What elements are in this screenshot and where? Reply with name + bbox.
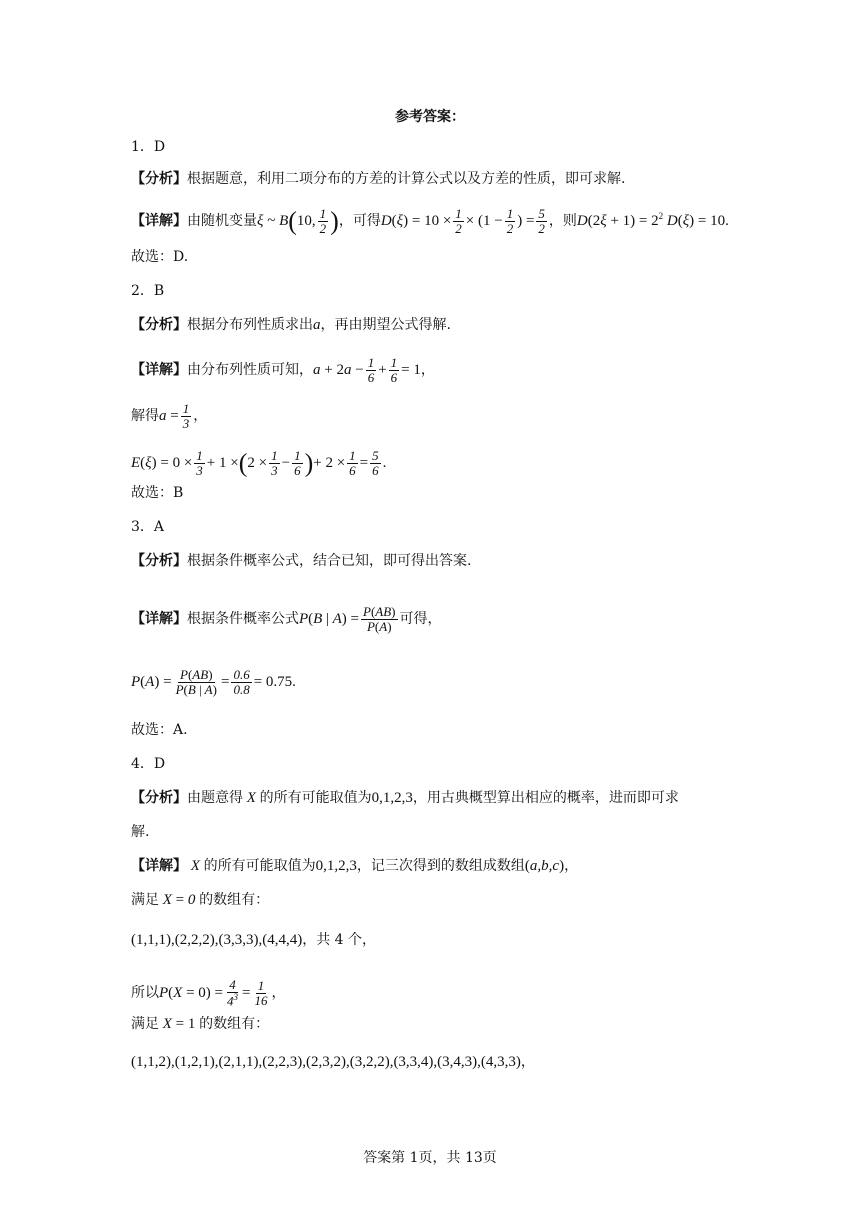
q3-result (131, 668, 296, 698)
analysis-tag: 【分析】 (131, 790, 187, 806)
q4-list1-values (131, 1054, 521, 1070)
q4-list0-text: (1,1,1),(2,2,2),(3,3,3),(4,4,4) (131, 932, 303, 948)
q4-list1: (1,1,2),(1,2,1),(2,1,1),(2,2,3),(2,3,2),(3,2,2),(3,3,4),(3,4,3),(4,3,3)， (131, 1054, 535, 1070)
q2-expectation-formula: E(ξ) = 0 × $\frac{1}{3}$ + 1 ×(2 × $\frac{1}{3}$ − $\frac{1}{6}$ )+ 2 × $\frac{1}{6}$ = $\frac{5}{6}$ . (131, 448, 387, 479)
q2-solve: 解得a = $\frac{1}{3}$ ， (131, 401, 208, 432)
q3-value-c: 0.75 (265, 674, 293, 691)
q2-choice: 故选：B (131, 485, 184, 501)
page-title: 参考答案： (395, 109, 465, 125)
analysis-tag: 【分析】 (131, 317, 187, 333)
q3-value-a: 0.6 (233, 667, 250, 682)
q4-tuple: (a,b,c) (524, 858, 565, 874)
q3-value-b: 0.8 (233, 682, 250, 698)
q3-detail (131, 605, 442, 635)
q1-number: 1．D (131, 139, 166, 155)
q4-satisfy1-pre: 满足 (131, 1016, 159, 1032)
q1-choice: 故选：D. (131, 249, 189, 265)
q4-detail: 【详解】 X 的所有可能取值为0,1,2,3，记三次得到的数组成数组(a,b,c)， (131, 858, 579, 874)
var-x: X (243, 790, 260, 806)
q2-analysis (131, 318, 451, 333)
q1-analysis (131, 172, 625, 186)
q3-choice: 故选：A. (131, 722, 188, 738)
q1-result-formula: $D(2\xi + 1) = 2^2$ D(ξ) = 10. (576, 211, 729, 230)
q1-detail-mid: ，可得 (338, 213, 381, 230)
detail-tag: 【详解】 (131, 611, 187, 628)
q1-detail-mid2: ，则 (548, 213, 577, 230)
q4-prob0-formula: P(X = 0) = $\frac{4}{4^3}$ = $\frac{1}{16}$ (159, 977, 268, 1009)
q3-analysis-text: 根据条件概率公式，结合已知，即可得出答案. (187, 553, 472, 569)
q2-sum-formula: a + 2a − $\frac{1}{6}$ + $\frac{1}{6}$ = 1 (313, 355, 421, 386)
analysis-tag: 【分析】 (131, 553, 187, 569)
q3-number: 3．A (131, 519, 165, 535)
q4-values: 0,1,2,3 (371, 790, 413, 806)
q4-x-eq-1: X = 1 (159, 1016, 196, 1032)
q1-detail-pre: 由随机变量 (187, 213, 257, 230)
q4-analysis (131, 791, 679, 806)
q4-prob0-pre: 所以 (131, 984, 159, 1001)
q4-prob0: 所以P(X = 0) = $\frac{4}{4^3}$ = $\frac{1}{16}$ ， (131, 977, 286, 1009)
q3-detail-pre: 根据条件概率公式 (187, 611, 299, 628)
q4-analysis-cont: 解. (131, 824, 150, 840)
q4-satisfy0-post: 的数组有： (199, 892, 270, 908)
q4-detail-mid: 的所有可能取值为 (203, 858, 316, 874)
q4-detail-post: ，记三次得到的数组成数组 (356, 858, 525, 874)
q4-satisfy0 (131, 893, 269, 908)
q4-values: 0,1,2,3 (315, 858, 357, 874)
q4-analysis-pre: 由题意得 (187, 790, 243, 806)
q2-analysis-pre: 根据分布列性质求出 (187, 317, 313, 333)
q2-a-value: a = $\frac{1}{3}$ (159, 401, 190, 432)
var-a: a (313, 317, 321, 333)
q4-satisfy1 (131, 1017, 269, 1032)
q4-list1-text: (1,1,2),(1,2,1),(2,1,1),(2,2,3),(2,3,2),(3,2,2),(3,3,4),(3,4,3),(4,3,3) (131, 1054, 521, 1070)
q1-detail (131, 207, 729, 237)
page-footer: 答案第 1页，共 13页 (363, 1150, 497, 1166)
q2-detail: 【详解】由分布列性质可知，a + 2a − $\frac{1}{6}$ + $\frac{1}{6}$ = 1， (131, 355, 435, 386)
q2-solve-pre: 解得 (131, 408, 159, 425)
q3-result-formula: P(A) = $\frac{P(AB)}{P(B | A)}$ = $\frac{0.6}{0.8}$ = 0.75. (131, 667, 296, 698)
q4-x-eq-0: X = 0 (159, 892, 200, 908)
q3-conditional-formula: P(B | A) = $\frac{P(AB)}{P(A)}$ (299, 604, 396, 635)
detail-tag: 【详解】 (131, 362, 187, 379)
q4-analysis-mid: 的所有可能取值为 (259, 790, 372, 806)
q3-detail-post: 可得， (399, 611, 442, 628)
q4-satisfy0-pre: 满足 (131, 892, 159, 908)
q3-analysis (131, 554, 471, 568)
detail-tag: 【详解】 (131, 213, 187, 230)
detail-tag: 【详解】 (131, 858, 187, 874)
var-x: X (187, 858, 204, 874)
q1-distribution-formula: ξ ~ B(10, $\frac{1}{2}$ ) (257, 206, 339, 237)
q1-variance-formula: D(ξ) = 10 × $\frac{1}{2}$ × (1 − $\frac{1}{2}$ ) = $\frac{5}{2}$ (380, 206, 545, 237)
q2-detail-pre: 由分布列性质可知， (187, 362, 313, 379)
q2-number: 2．B (131, 283, 165, 299)
q4-analysis-post: ，用古典概型算出相应的概率，进而即可求 (412, 790, 679, 806)
q4-satisfy1-post: 的数组有： (199, 1016, 270, 1032)
q1-analysis-text: 根据题意，利用二项分布的方差的计算公式以及方差的性质，即可求解. (187, 171, 626, 187)
q2-analysis-post: ，再由期望公式得解. (320, 317, 451, 333)
q4-list0-values (131, 932, 302, 948)
q2-expectation (131, 449, 386, 479)
analysis-tag: 【分析】 (131, 171, 187, 187)
q4-count0: ，共 4 个， (302, 932, 377, 948)
q4-list0 (131, 933, 376, 948)
q4-number: 4．D (131, 756, 166, 772)
